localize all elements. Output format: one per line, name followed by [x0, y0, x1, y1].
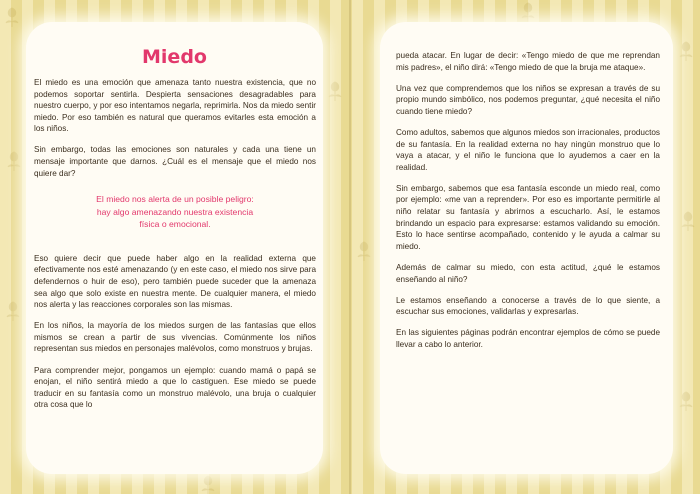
paragraph: Además de calmar su miedo, con esta actitud, ¿qué le estamos enseñando al niño?	[396, 262, 660, 284]
paragraph: Una vez que comprendemos que los niños se expresan a través de su propio mundo simbólico, nos podemos preguntar, ¿qué necesita el niño cuando tiene miedo?	[396, 83, 660, 116]
tulip-icon	[678, 40, 694, 62]
tulip-icon	[678, 390, 694, 412]
paragraph: Le estamos enseñando a conocerse a través de lo que siente, a escuchar sus emociones, validarlas y expresarlas.	[396, 295, 660, 317]
right-page	[380, 22, 673, 474]
highlight-line: El miedo nos alerta de un posible peligro:	[96, 194, 254, 205]
page-title: Miedo	[142, 46, 207, 68]
paragraph: Sin embargo, todas las emociones son naturales y cada una tiene un mensaje importante que darnos. ¿Cuál es el mensaje que el miedo nos quiere dar?	[34, 145, 316, 178]
tulip-icon	[4, 6, 20, 28]
book-spine	[349, 0, 351, 494]
tulip-icon	[6, 150, 22, 172]
right-page-body	[396, 50, 660, 360]
paragraph: El miedo es una emoción que amenaza tanto nuestra existencia, que no podemos soportar sentirla. Despierta sensaciones desagradables para nuestro cuerpo, y por eso intentamos negarla, reprimirla. Nos da miedo sentir miedo. Por eso también es natural que queramos evitarles esta emoción a los niños.	[34, 78, 316, 134]
tulip-icon	[520, 1, 536, 23]
tulip-icon	[5, 300, 21, 322]
left-page-body	[34, 77, 316, 420]
paragraph: pueda atacar. En lugar de decir: «Tengo miedo de que me reprendan mis padres», el niño dirá: «Tengo miedo de que la bruja me ataque».	[396, 51, 660, 72]
paragraph: Como adultos, sabemos que algunos miedos son irracionales, productos de su fantasía. En la realidad externa no hay ningún monstruo que lo vaya a atacar, y el niño le funciona que lo ayudemos a caer en la realidad.	[396, 127, 660, 172]
tulip-icon	[327, 80, 343, 102]
highlight-quote	[34, 193, 316, 231]
paragraph: En los niños, la mayoría de los miedos surgen de las fantasías que ellos mismos se crean a partir de sus vivencias. Comúnmente los niños representan sus miedos en personajes malévolos, como monstruos y brujas.	[34, 321, 316, 354]
left-page	[26, 22, 323, 474]
paragraph: Eso quiere decir que puede haber algo en la realidad externa que efectivamente nos esté amenazando (y en este caso, el miedo nos sirve para defendernos o huir de eso), pero también puede suceder que la amenaza sea algo que solo existe en nuestra mente. De cualquier manera, el miedo nos alerta y las reacciones corporales son las mismas.	[34, 253, 316, 310]
tulip-icon	[356, 240, 372, 262]
tulip-icon	[200, 474, 216, 494]
highlight-line: física o emocional.	[139, 219, 211, 230]
highlight-line: hay algo amenazando nuestra existencia	[96, 206, 254, 217]
paragraph: Sin embargo, sabemos que esa fantasía esconde un miedo real, como por ejemplo: «me van a reprender». Por eso es importante permitirle al niño relatar su fantasía y abrirnos a escucharlo. Así, le estamos brindando un espacio para expresarse: estamos validando su emoción. Esto lo hace sentirse acompañado, contenido y le ayuda a calmar su miedo.	[396, 183, 660, 251]
paragraph: Para comprender mejor, pongamos un ejemplo: cuando mamá o papá se enojan, el niño sentirá miedo a que lo castiguen. Ese miedo se puede traducir en su fantasía como un monstruo malévolo, una bruja o cualquier otra cosa que lo	[34, 365, 316, 410]
tulip-icon	[680, 210, 696, 232]
paragraph: En las siguientes páginas podrán encontrar ejemplos de cómo se puede llevar a cabo lo anterior.	[396, 328, 660, 349]
